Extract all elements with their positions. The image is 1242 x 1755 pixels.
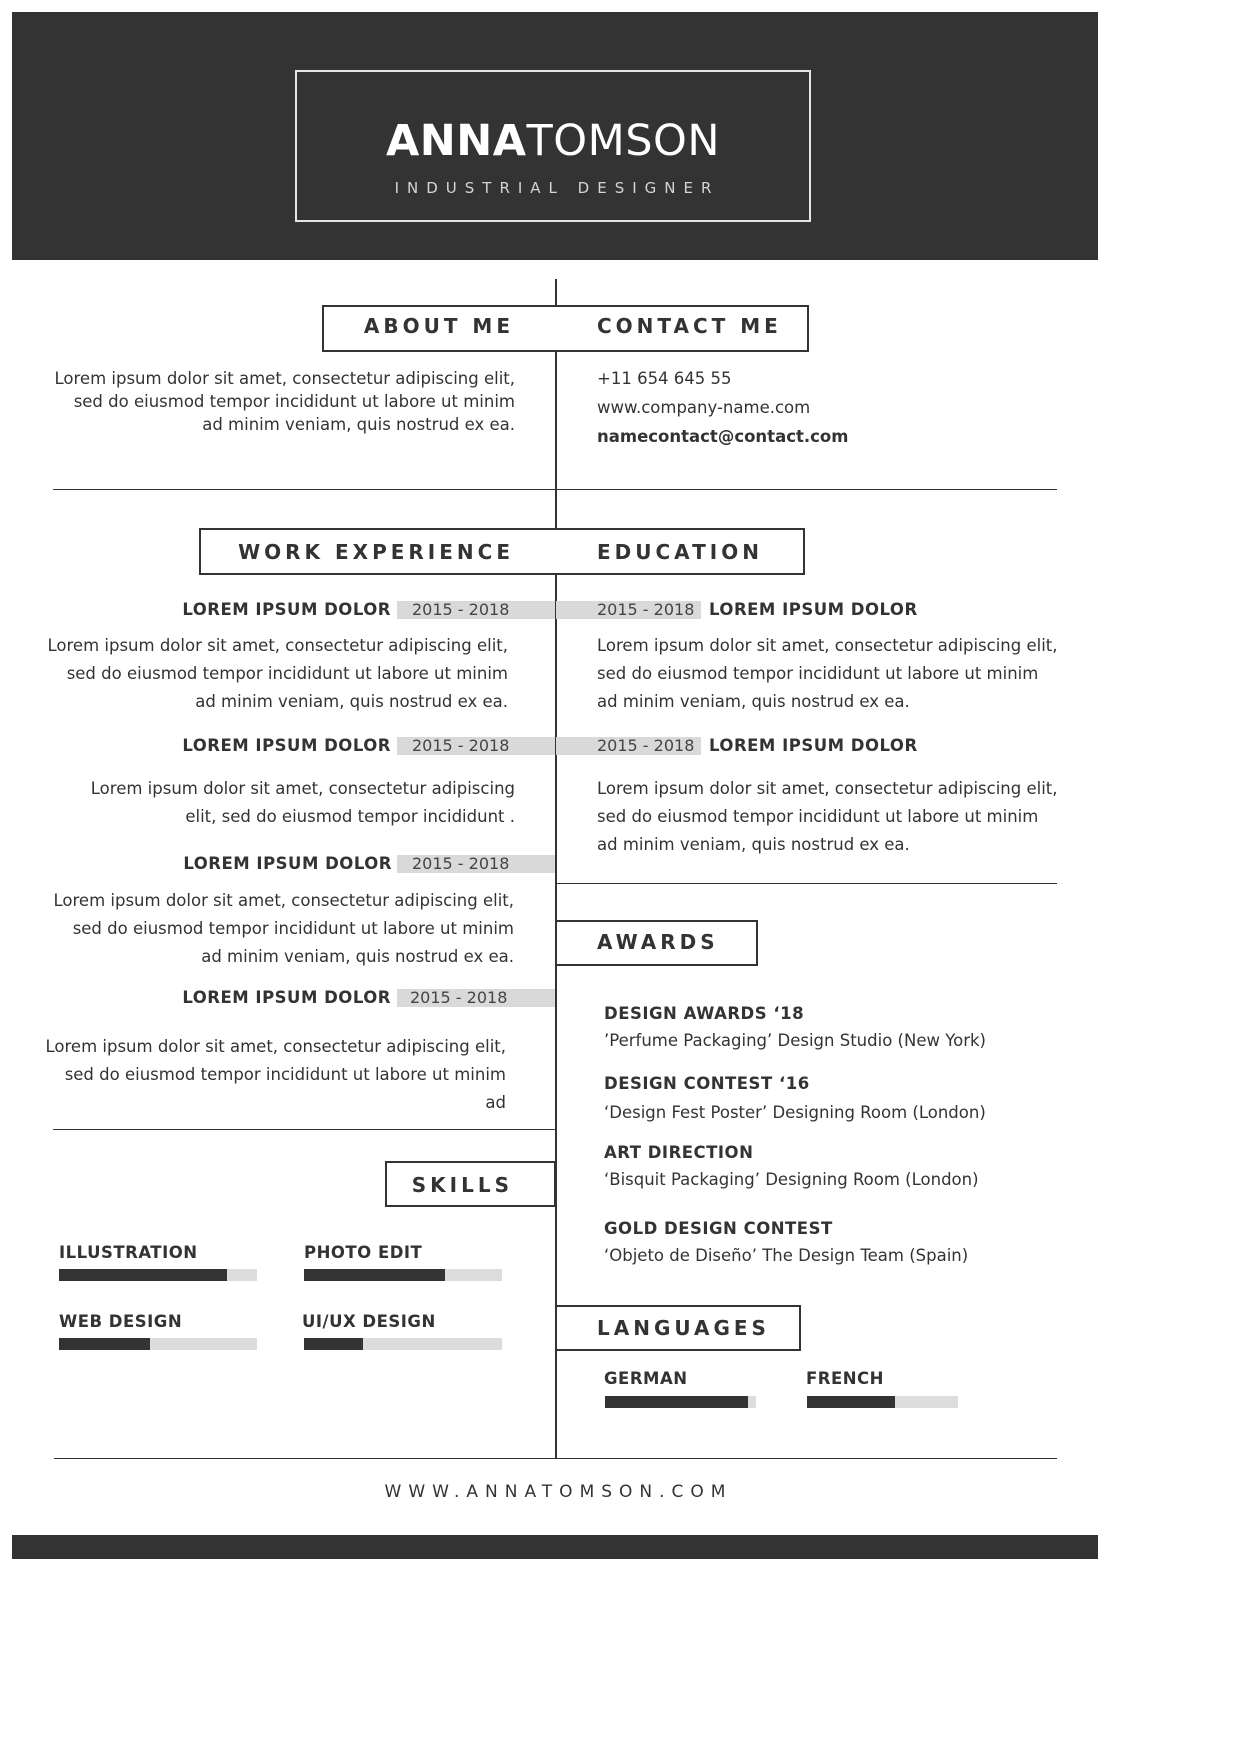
- about-line: Lorem ipsum dolor sit amet, consectetur adipiscing elit,: [54, 369, 515, 388]
- footer-divider: [54, 1458, 1057, 1459]
- work-description: [30, 1033, 506, 1117]
- contact-website[interactable]: www.company-name.com: [597, 398, 811, 417]
- work-line: ad minim veniam, quis nostrud ex ea.: [201, 947, 514, 966]
- education-line: Lorem ipsum dolor sit amet, consectetur adipiscing elit,: [597, 779, 1058, 798]
- award-name: DESIGN CONTEST ‘16: [604, 1074, 810, 1093]
- skill-level-fill: [304, 1338, 363, 1350]
- skill-level-fill: [59, 1338, 150, 1350]
- contact-title: CONTACT ME: [597, 314, 782, 338]
- skills-title: SKILLS: [411, 1173, 513, 1197]
- work-description: [40, 887, 514, 971]
- work-line: sed do eiusmod tempor incididunt ut labore ut minim: [66, 664, 508, 683]
- education-title: EDUCATION: [597, 540, 763, 564]
- award-detail: ‘Objeto de Diseño’ The Design Team (Spain): [604, 1246, 969, 1265]
- education-line: ad minim veniam, quis nostrud ex ea.: [597, 692, 910, 711]
- work-line: Lorem ipsum dolor sit amet, consectetur adipiscing elit,: [47, 636, 508, 655]
- work-line: elit, sed do eiusmod tempor incididunt .: [185, 807, 515, 826]
- education-description: [597, 775, 1067, 859]
- section-divider: [556, 883, 1057, 884]
- language-level-fill: [605, 1396, 748, 1408]
- education-role: LOREM IPSUM DOLOR: [709, 600, 918, 619]
- skill-level-bar: [59, 1269, 257, 1281]
- first-name: ANNA: [385, 116, 527, 166]
- education-description: [597, 632, 1067, 716]
- work-role: LOREM IPSUM DOLOR: [182, 988, 391, 1007]
- work-line: ad: [485, 1093, 506, 1112]
- education-line: Lorem ipsum dolor sit amet, consectetur adipiscing elit,: [597, 636, 1058, 655]
- job-role: INDUSTRIAL DESIGNER: [394, 179, 720, 197]
- skill-level-fill: [304, 1269, 445, 1281]
- skill-level-fill: [59, 1269, 227, 1281]
- work-role: LOREM IPSUM DOLOR: [182, 600, 391, 619]
- language-name: GERMAN: [604, 1369, 688, 1388]
- education-role: LOREM IPSUM DOLOR: [709, 736, 918, 755]
- work-description: [40, 632, 508, 716]
- work-years: 2015 - 2018: [412, 854, 510, 873]
- contact-details: [597, 365, 848, 451]
- language-level-bar: [605, 1396, 756, 1408]
- award-detail: ‘Bisquit Packaging’ Designing Room (London): [604, 1170, 979, 1189]
- contact-phone: +11 654 645 55: [597, 369, 732, 388]
- work-line: Lorem ipsum dolor sit amet, consectetur adipiscing elit,: [45, 1037, 506, 1056]
- section-divider: [53, 489, 1057, 490]
- skill-level-bar: [304, 1269, 502, 1281]
- full-name: [297, 116, 809, 166]
- work-line: Lorem ipsum dolor sit amet, consectetur adipiscing elit,: [53, 891, 514, 910]
- work-years: 2015 - 2018: [412, 600, 510, 619]
- awards-title: AWARDS: [597, 930, 719, 954]
- education-years: 2015 - 2018: [597, 600, 695, 619]
- about-line: ad minim veniam, quis nostrud ex ea.: [202, 415, 515, 434]
- languages-title: LANGUAGES: [597, 1316, 770, 1340]
- award-name: DESIGN AWARDS ‘18: [604, 1004, 805, 1023]
- award-name: ART DIRECTION: [604, 1143, 754, 1162]
- skill-name: PHOTO EDIT: [304, 1243, 423, 1262]
- contact-email[interactable]: namecontact@contact.com: [597, 427, 849, 446]
- skill-name: UI/UX DESIGN: [302, 1312, 436, 1331]
- work-title: WORK EXPERIENCE: [238, 540, 514, 564]
- education-line: ad minim veniam, quis nostrud ex ea.: [597, 835, 910, 854]
- skill-name: WEB DESIGN: [59, 1312, 183, 1331]
- language-level-fill: [807, 1396, 895, 1408]
- education-line: sed do eiusmod tempor incididunt ut labore ut minim: [597, 664, 1039, 683]
- language-name: FRENCH: [806, 1369, 884, 1388]
- work-line: sed do eiusmod tempor incididunt ut labore ut minim: [72, 919, 514, 938]
- footer-website[interactable]: WWW.ANNATOMSON.COM: [384, 1482, 733, 1502]
- work-role: LOREM IPSUM DOLOR: [183, 854, 392, 873]
- work-years: 2015 - 2018: [410, 988, 508, 1007]
- skill-level-bar: [59, 1338, 257, 1350]
- award-detail: ‘Design Fest Poster’ Designing Room (London): [604, 1103, 986, 1122]
- work-role: LOREM IPSUM DOLOR: [182, 736, 391, 755]
- education-years: 2015 - 2018: [597, 736, 695, 755]
- work-line: sed do eiusmod tempor incididunt ut labore ut minim: [64, 1065, 506, 1084]
- last-name: TOMSON: [526, 116, 721, 166]
- language-level-bar: [807, 1396, 958, 1408]
- work-years: 2015 - 2018: [412, 736, 510, 755]
- skill-level-bar: [304, 1338, 502, 1350]
- work-line: ad minim veniam, quis nostrud ex ea.: [195, 692, 508, 711]
- award-name: GOLD DESIGN CONTEST: [604, 1219, 833, 1238]
- section-divider: [53, 1129, 555, 1130]
- skill-name: ILLUSTRATION: [59, 1243, 198, 1262]
- about-title: ABOUT ME: [363, 314, 514, 338]
- education-line: sed do eiusmod tempor incididunt ut labore ut minim: [597, 807, 1039, 826]
- award-detail: ’Perfume Packaging’ Design Studio (New York): [604, 1031, 986, 1050]
- center-divider: [555, 279, 557, 1459]
- work-description: [40, 775, 515, 831]
- footer-band: [12, 1535, 1098, 1559]
- work-line: Lorem ipsum dolor sit amet, consectetur adipiscing: [90, 779, 515, 798]
- about-text: [40, 365, 515, 439]
- about-line: sed do eiusmod tempor incididunt ut labore ut minim: [73, 392, 515, 411]
- name-frame: [295, 70, 811, 222]
